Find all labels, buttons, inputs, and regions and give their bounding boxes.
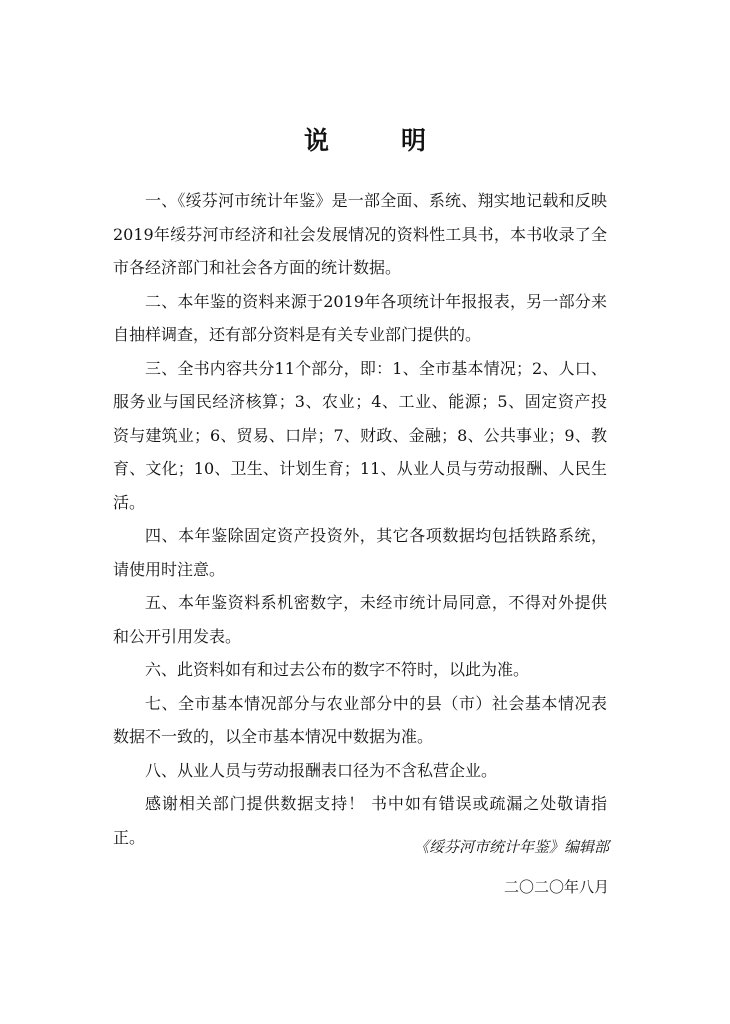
paragraph-1: 一、《绥芬河市统计年鉴》是一部全面、系统、翔实地记载和反映2019年绥芬河市经济和社会发展情况的资料性工具书，本书收录了全市各经济部门和社会各方面的统计数据。 [113,191,607,277]
paragraph-3: 三、全书内容共分11个部分，即：1、全市基本情况；2、人口、服务业与国民经济核算；3、农业；4、工业、能源；5、固定资产投资与建筑业；6、贸易、口岸；7、财政、金融；8、公共事业；9、教育、文化；10、卫生、计划生育；11、从业人员与劳动报酬、人民生活。 [113,358,607,512]
paragraph-2: 二、本年鉴的资料来源于2019年各项统计年报报表，另一部分来自抽样调查，还有部分资料是有关专业部门提供的。 [113,291,607,344]
paragraph-4: 四、本年鉴除固定资产投资外，其它各项数据均包括铁路系统，请使用时注意。 [113,526,607,579]
paragraph-5: 五、本年鉴资料系机密数字，未经市统计局同意，不得对外提供和公开引用发表。 [113,593,607,646]
paragraph-acknowledgement: 感谢相关部门提供数据支持！ 书中如有错误或疏漏之处敬请指正。 [113,794,607,847]
publication-date: 二〇二〇年八月 [503,878,609,896]
page-title [0,124,730,158]
paragraph-6: 六、此资料如有和过去公布的数字不符时，以此为准。 [145,660,530,679]
editor-signature: 《绥芬河市统计年鉴》编辑部 [413,838,609,856]
paragraph-7: 七、全市基本情况部分与农业部分中的县（市）社会基本情况表数据不一致的，以全市基本情况中数据为准。 [113,693,607,746]
explanation-body [113,184,607,854]
paragraph-8: 八、从业人员与劳动报酬表口径为不含私营企业。 [145,760,498,780]
title-char-1: 说 [303,126,329,155]
title-char-2: 明 [401,126,427,155]
